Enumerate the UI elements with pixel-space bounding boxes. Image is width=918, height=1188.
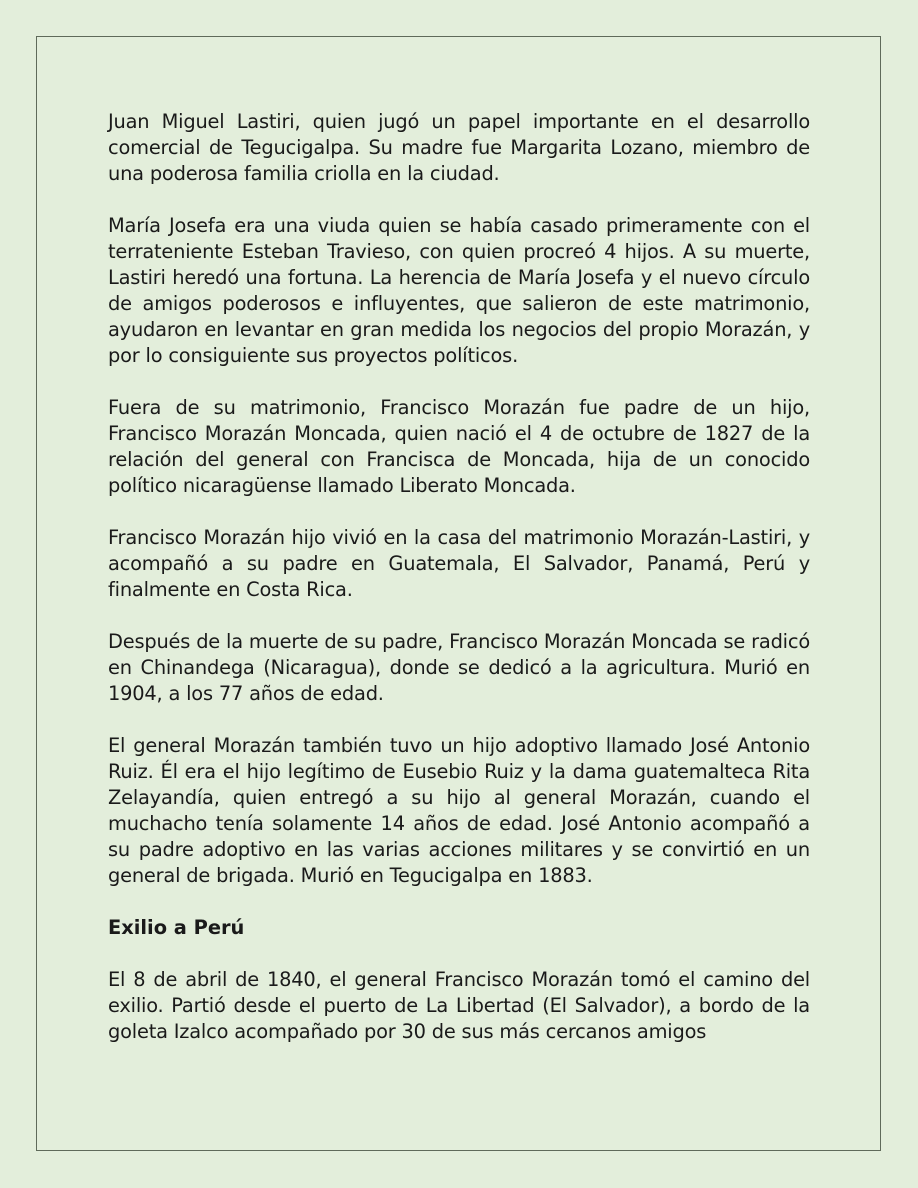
paragraph-lastiri-family: Juan Miguel Lastiri, quien jugó un papel importante en el desarrollo comercial de Tegucigalpa. Su madre fue Margarita Lozano, miembro de una poderosa familia criolla en la ciudad.	[108, 110, 810, 185]
paragraph-maria-josefa: María Josefa era una viuda quien se había casado primeramente con el terrateniente Esteban Travieso, con quien procreó 4 hijos. A su muerte, Lastiri heredó una fortuna. La herencia de María Josefa y el nuevo círculo de amigos poderosos e influyentes, que salieron de este matrimonio, ayudaron en levantar en gran medida los negocios del propio Morazán, y por lo consiguiente sus proyectos políticos.	[108, 214, 810, 367]
paragraph-adoptive-son: El general Morazán también tuvo un hijo adoptivo llamado José Antonio Ruiz. Él era el hijo legítimo de Eusebio Ruiz y la dama guatemalteca Rita Zelayandía, quien entregó a su hijo al general Morazán, cuando el muchacho tenía solamente 14 años de edad. José Antonio acompañó a su padre adoptivo en las varias acciones militares y se convirtió en un general de brigada. Murió en Tegucigalpa en 1883.	[108, 734, 810, 887]
section-heading-exile: Exilio a Perú	[108, 916, 245, 939]
paragraph-morazan-son-death: Después de la muerte de su padre, Francisco Morazán Moncada se radicó en Chinandega (Nicaragua), donde se dedicó a la agricultura. Murió en 1904, a los 77 años de edad.	[108, 630, 810, 705]
paragraph-morazan-son-travels: Francisco Morazán hijo vivió en la casa del matrimonio Morazán-Lastiri, y acompañó a su padre en Guatemala, El Salvador, Panamá, Perú y finalmente en Costa Rica.	[108, 526, 810, 601]
document-body	[108, 109, 810, 1071]
paragraph-morazan-moncada-birth: Fuera de su matrimonio, Francisco Morazán fue padre de un hijo, Francisco Morazán Moncada, quien nació el 4 de octubre de 1827 de la relación del general con Francisca de Moncada, hija de un conocido político nicaragüense llamado Liberato Moncada.	[108, 396, 810, 497]
paragraph-exile-start: El 8 de abril de 1840, el general Francisco Morazán tomó el camino del exilio. Partió desde el puerto de La Libertad (El Salvador), a bordo de la goleta Izalco acompañado por 30 de sus más cercanos amigos	[108, 968, 810, 1043]
